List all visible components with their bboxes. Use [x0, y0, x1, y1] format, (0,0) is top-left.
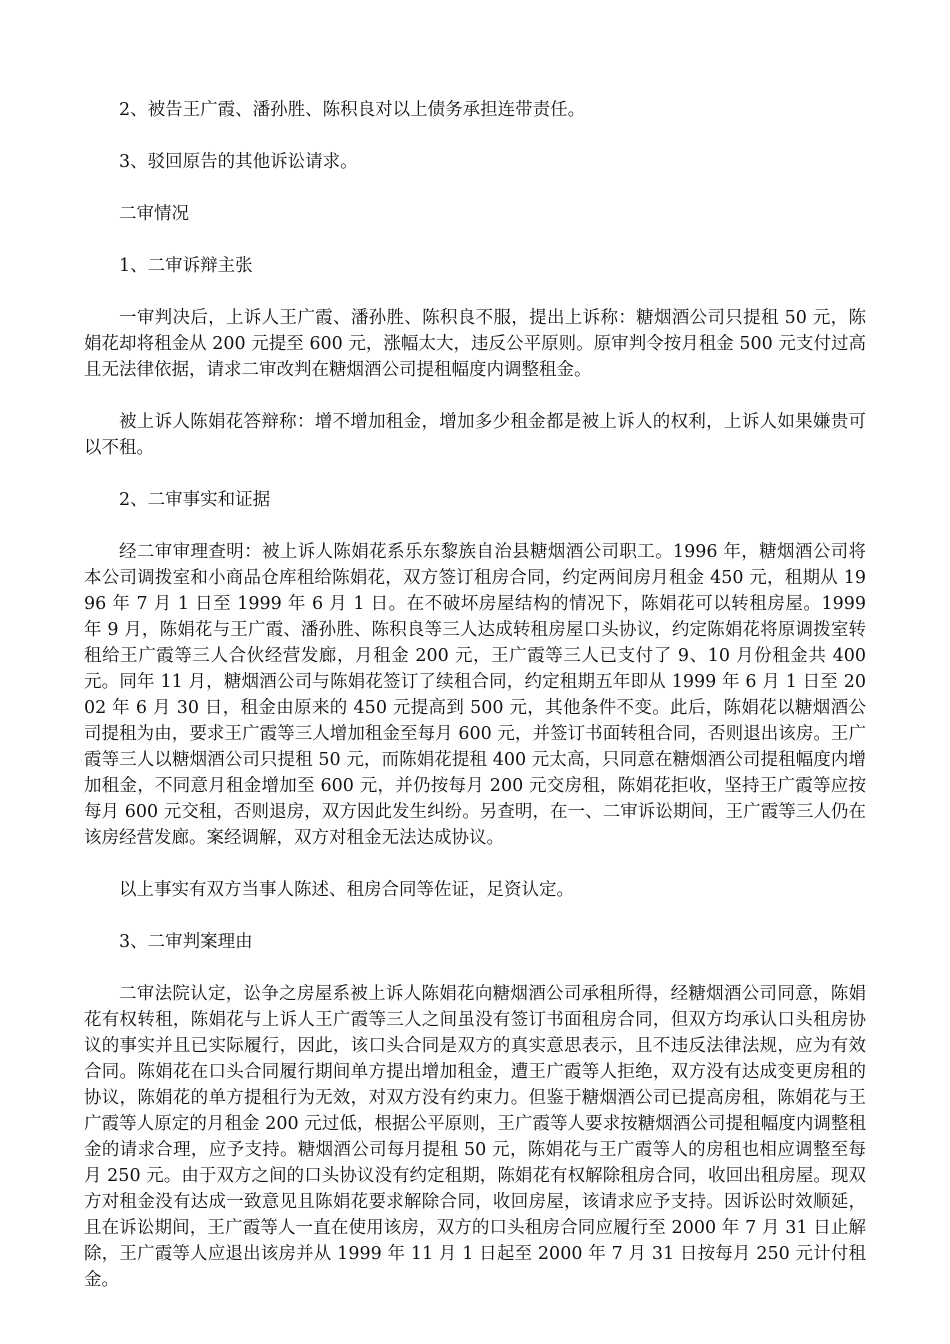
paragraph-joint-liability: 2、被告王广霞、潘孙胜、陈积良对以上债务承担连带责任。	[119, 100, 586, 120]
paragraph-reasoning: 二审法院认定，讼争之房屋系被上诉人陈娟花向糖烟酒公司承租所得，经糖烟酒公司同意，陈娟花有权转租，陈娟花与上诉人王广霞等三人之间虽没有签订书面租房合同，但双方均承认口头租房协议的事实并且已实际履行，因此，该口头合同是双方的真实意思表示，且不违反法律法规，应为有效合同。陈娟花在口头合同履行期间单方提出增加租金，遭王广霞等人拒绝，双方没有达成变更房租的协议，陈娟花的单方提租行为无效，对双方没有约束力。但鉴于糖烟酒公司已提高房租，陈娟花与王广霞等人原定的月租金 200 元过低，根据公平原则，王广霞等人要求按糖烟酒公司提租幅度内调整租金的请求合理，应予支持。糖烟酒公司每月提租 50 元，陈娟花与王广霞等人的房租也相应调整至每月 250 元。由于双方之间的口头协议没有约定租期，陈娟花有权解除租房合同，收回出租房屋。现双方对租金没有达成一致意见且陈娟花要求解除合同，收回房屋，该请求应予支持。因诉讼时效顺延，且在诉讼期间，王广霞等人一直在使用该房，双方的口头租房合同应履行至 2000 年 7 月 31 日止解除，王广霞等人应退出该房并从 1999 年 11 月 1 日起至 2000 年 7 月 31 日按每月 250 元计付租金。	[84, 984, 866, 1290]
paragraph-facts: 经二审审理查明：被上诉人陈娟花系乐东黎族自治县糖烟酒公司职工。1996 年，糖烟酒公司将本公司调拨室和小商品仓库租给陈娟花，双方签订租房合同，约定两间房月租金 450 元，租期从 1996 年 7 月 1 日至 1999 年 6 月 1 日。在不破坏房屋结构的情况下，陈娟花可以转租房屋。1999 年 9 月，陈娟花与王广霞、潘孙胜、陈积良等三人达成转租房屋口头协议，约定陈娟花将原调拨室转租给王广霞等三人合伙经营发廊，月租金 200 元，王广霞等三人已支付了 9、10 月份租金共 400 元。同年 11 月，糖烟酒公司与陈娟花签订了续租合同，约定租期五年即从 1999 年 6 月 1 日至 2002 年 6 月 30 日，租金由原来的 450 元提高到 500 元，其他条件不变。此后，陈娟花以糖烟酒公司提租为由，要求王广霞等三人增加租金至每月 600 元，并签订书面转租合同，否则退出该房。王广霞等三人以糖烟酒公司只提租 50 元，而陈娟花提租 400 元太高，只同意在糖烟酒公司提租幅度内增加租金，不同意月租金增加至 600 元，并仍按每月 200 元交房租，陈娟花拒收，坚持王广霞等应按每月 600 元交租，否则退房，双方因此发生纠纷。另查明，在一、二审诉讼期间，王广霞等三人仍在该房经营发廊。案经调解，双方对租金无法达成协议。	[84, 542, 866, 848]
section-heading-second-instance: 二审情况	[119, 204, 189, 224]
subsection-heading-claims: 1、二审诉辩主张	[119, 256, 253, 276]
paragraph-dismiss-other-claims: 3、驳回原告的其他诉讼请求。	[119, 152, 358, 172]
subsection-heading-facts: 2、二审事实和证据	[119, 490, 271, 510]
paragraph-evidence: 以上事实有双方当事人陈述、租房合同等佐证，足资认定。	[119, 880, 574, 900]
paragraph-appeal-claims: 一审判决后，上诉人王广霞、潘孙胜、陈积良不服，提出上诉称：糖烟酒公司只提租 50 元，陈娟花却将租金从 200 元提至 600 元，涨幅太大，违反公平原则。原审判令按月租金 500 元支付过高且无法律依据，请求二审改判在糖烟酒公司提租幅度内调整租金。	[84, 308, 866, 380]
subsection-heading-reasoning: 3、二审判案理由	[119, 932, 253, 952]
paragraph-appellee-defense: 被上诉人陈娟花答辩称：增不增加租金，增加多少租金都是被上诉人的权利，上诉人如果嫌贵可以不租。	[84, 412, 866, 458]
